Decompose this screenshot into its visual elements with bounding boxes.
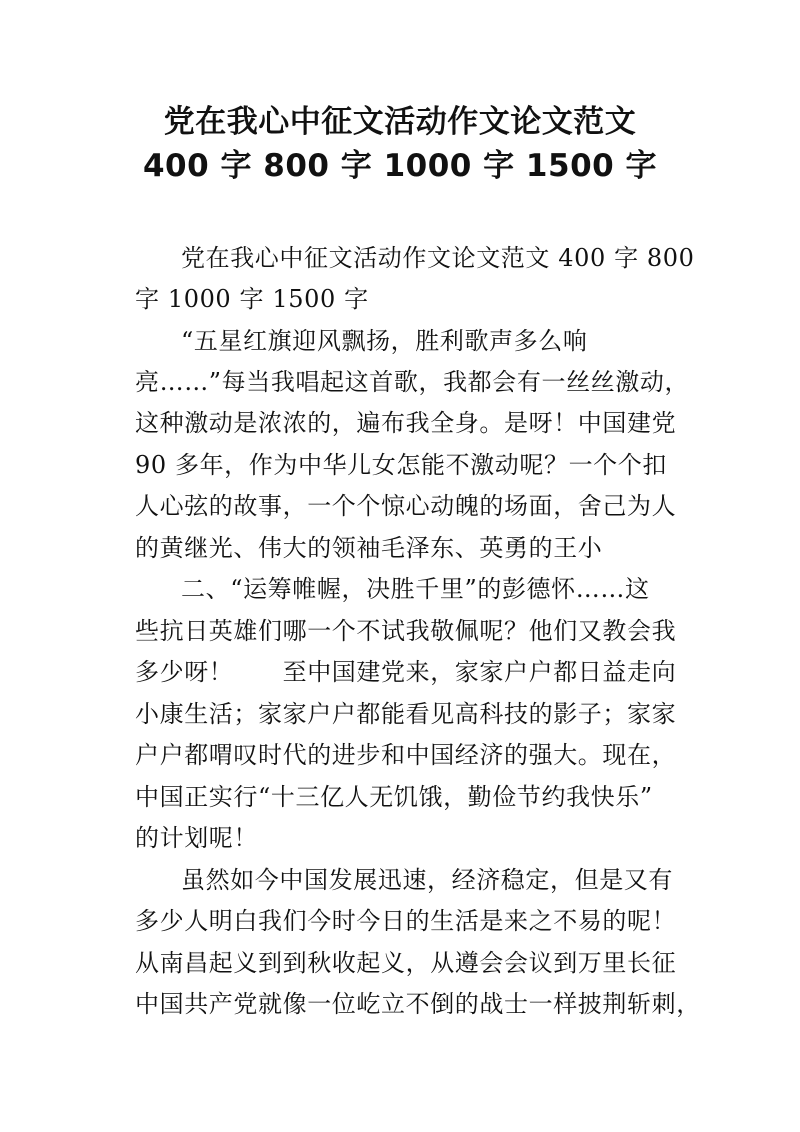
body-line-6: 90 多年，作为中华儿女怎能不激动呢？一个个扣 bbox=[135, 451, 667, 479]
body-line-19: 中国共产党就像一位屹立不倒的战士一样披荆斩刺， bbox=[135, 990, 701, 1018]
body-line-13: 户户都喟叹时代的进步和中国经济的强大。现在， bbox=[135, 741, 677, 769]
body-line-15: 的计划呢！ bbox=[135, 824, 258, 852]
body-line-7: 人心弦的故事，一个个惊心动魄的场面，舍己为人 bbox=[135, 492, 677, 520]
document-title-line-1: 党在我心中征文活动作文论文范文 bbox=[163, 104, 637, 140]
body-line-1: 党在我心中征文活动作文论文范文 400 字 800 bbox=[181, 244, 695, 272]
body-line-8: 的黄继光、伟大的领袖毛泽东、英勇的王小 bbox=[135, 534, 603, 562]
body-line-9: 二、“运筹帷幄，决胜千里”的彭德怀……这 bbox=[181, 575, 650, 603]
body-line-3: “五星红旗迎风飘扬，胜利歌声多么响 bbox=[181, 327, 588, 355]
body-line-18: 从南昌起义到到秋收起义，从遵会会议到万里长征 bbox=[135, 949, 677, 977]
body-line-2: 字 1000 字 1500 字 bbox=[135, 285, 369, 313]
body-line-10: 些抗日英雄们哪一个不试我敬佩呢？他们又教会我 bbox=[135, 617, 677, 645]
body-line-11: 多少呀！ 至中国建党来，家家户户都日益走向 bbox=[135, 658, 677, 686]
body-line-4: 亮……”每当我唱起这首歌，我都会有一丝丝激动， bbox=[135, 368, 690, 396]
document-title-line-2: 400 字 800 字 1000 字 1500 字 bbox=[142, 148, 658, 184]
body-line-16: 虽然如今中国发展迅速，经济稳定，但是又有 bbox=[181, 866, 673, 894]
body-line-12: 小康生活；家家户户都能看见高科技的影子；家家 bbox=[135, 700, 677, 728]
body-line-17: 多少人明白我们今时今日的生活是来之不易的呢！ bbox=[135, 907, 677, 935]
body-line-14: 中国正实行“十三亿人无饥饿，勤俭节约我快乐” bbox=[135, 783, 653, 811]
body-line-5: 这种激动是浓浓的，遍布我全身。是呀！中国建党 bbox=[135, 409, 677, 437]
